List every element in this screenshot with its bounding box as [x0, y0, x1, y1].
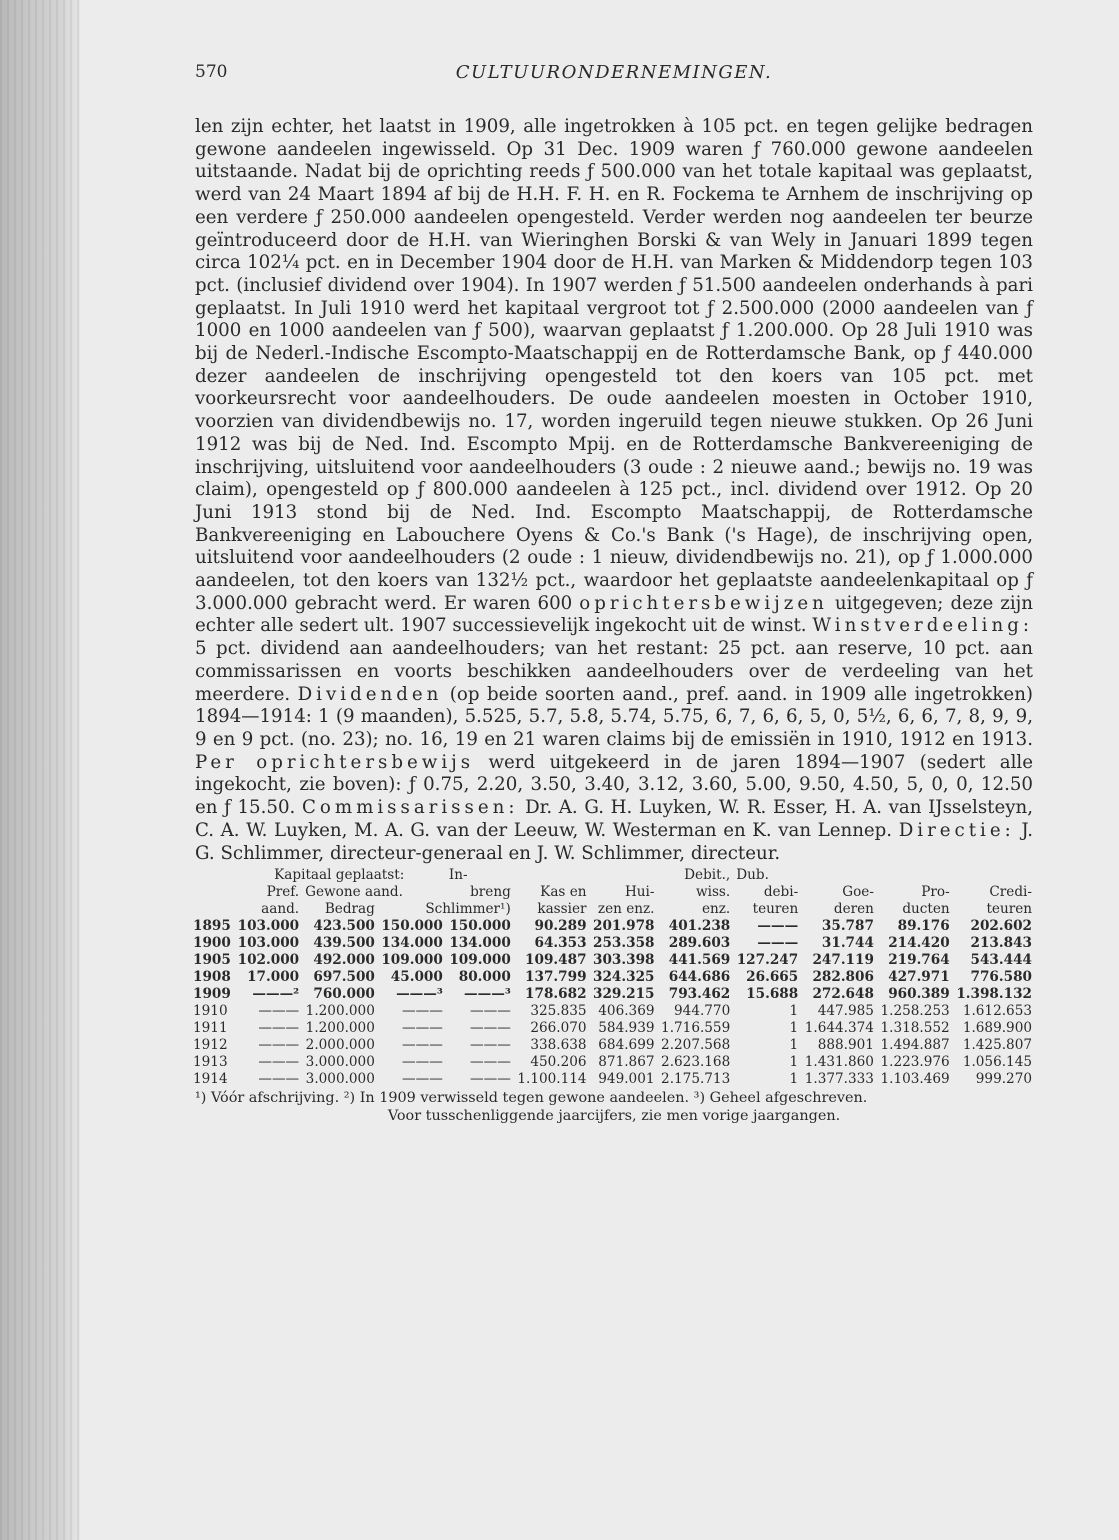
- col-header: wiss.: [695, 884, 731, 901]
- table-cell: 1.223.976: [880, 1054, 950, 1071]
- table-cell: 1.644.374: [804, 1020, 874, 1037]
- table-cell: 2.207.568: [661, 1037, 731, 1054]
- table-cell: ———: [470, 1054, 511, 1071]
- table-cell: ———: [258, 1020, 300, 1037]
- text-run: uitgegeven; deze zijn echter alle sedert ult. 1907 successievelijk ingekocht uit de winst.: [195, 592, 1033, 637]
- table-cell: 109.000: [381, 952, 443, 969]
- table-cell: 1.425.807: [962, 1037, 1032, 1054]
- page-header: [195, 62, 1033, 102]
- table-cell: 684.699: [598, 1037, 655, 1054]
- term-oprichtersbewijzen: oprichtersbewijzen: [579, 592, 828, 614]
- table-row: [190, 935, 1035, 952]
- table-row: [190, 918, 1035, 935]
- table-cell: 134.000: [381, 935, 443, 952]
- row-year: 1909: [193, 986, 231, 1003]
- table-cell: 543.444: [970, 952, 1032, 969]
- col-header: kassier: [537, 901, 587, 918]
- header-in: In-: [448, 867, 468, 884]
- table-cell: 871.867: [598, 1054, 655, 1071]
- text-run: J. G. Schlimmer, directeur-generaal en J. W. Schlimmer, directeur.: [195, 819, 1033, 864]
- table-cell: 80.000: [458, 969, 511, 986]
- table-footnotes: ¹) Vóór afschrijving. ²) In 1909 verwisseld tegen gewone aandeelen. ³) Geheel afgeschreven.: [195, 1090, 868, 1107]
- table-cell: 103.000: [237, 918, 300, 935]
- table-cell: ———²: [252, 986, 300, 1003]
- financial-table: [190, 867, 1035, 1088]
- table-cell: 793.462: [668, 986, 731, 1003]
- header-dub: Dub.: [736, 867, 769, 884]
- table-cell: 999.270: [975, 1071, 1032, 1088]
- table-cell: 202.602: [970, 918, 1032, 935]
- table-cell: 760.000: [313, 986, 375, 1003]
- table-cell: 1: [789, 1054, 799, 1071]
- table-cell: ———: [470, 1071, 511, 1088]
- table-row: [190, 1071, 1035, 1088]
- table-cell: 178.682: [525, 986, 587, 1003]
- book-page: [195, 62, 1033, 1124]
- table-row: [190, 952, 1035, 969]
- page-number: 570: [195, 62, 228, 82]
- table-cell: 64.353: [534, 935, 587, 952]
- col-header: Hui-: [624, 884, 655, 901]
- table-body: [190, 918, 1035, 1088]
- table-cell: 447.985: [817, 1003, 874, 1020]
- table-row: [190, 969, 1035, 986]
- table-cell: 888.901: [817, 1037, 874, 1054]
- table-cell: ———: [757, 935, 799, 952]
- table-cell: 406.369: [598, 1003, 655, 1020]
- table-cell: 1.200.000: [305, 1020, 375, 1037]
- closing-note: Voor tusschenliggende jaarcijfers, zie men vorige jaargangen.: [387, 1108, 841, 1125]
- table-cell: 137.799: [525, 969, 587, 986]
- table-cell: 150.000: [381, 918, 443, 935]
- table-cell: 423.500: [313, 918, 375, 935]
- col-header: aand.: [261, 901, 300, 918]
- table-cell: 1.103.469: [880, 1071, 950, 1088]
- table-row: [190, 1003, 1035, 1020]
- table-cell: 324.325: [593, 969, 655, 986]
- row-year: 1913: [193, 1054, 228, 1071]
- col-header: breng: [470, 884, 511, 901]
- table-cell: 1: [789, 1071, 799, 1088]
- table-cell: 127.247: [736, 952, 799, 969]
- table-cell: 325.835: [530, 1003, 587, 1020]
- table-cell: 109.000: [449, 952, 511, 969]
- col-header: Bedrag: [324, 901, 375, 918]
- table-cell: 697.500: [313, 969, 375, 986]
- row-year: 1914: [193, 1071, 228, 1088]
- table-cell: 219.764: [888, 952, 950, 969]
- col-header: Goe-: [842, 884, 874, 901]
- table-cell: 1.398.132: [956, 986, 1032, 1003]
- running-title: CULTUURONDERNEMINGEN.: [455, 62, 773, 83]
- table-cell: 1: [789, 1020, 799, 1037]
- table-cell: 2.175.713: [661, 1071, 731, 1088]
- table-cell: 776.580: [970, 969, 1032, 986]
- table-cell: ———: [258, 1071, 300, 1088]
- col-header: teuren: [986, 901, 1032, 918]
- col-header: ducten: [902, 901, 950, 918]
- table-cell: 492.000: [313, 952, 375, 969]
- table-cell: ———: [402, 1020, 443, 1037]
- table-cell: 102.000: [237, 952, 300, 969]
- table-cell: 944.770: [674, 1003, 731, 1020]
- term-directie: Directie:: [898, 819, 1015, 841]
- text-run: len zijn echter, het laatst in 1909, alle ingetrokken à 105 pct. en tegen gelijke bedragen gewone aandeelen ingewisseld. Op 31 Dec. 1909 waren ƒ 760.000 gewone aandeelen uitstaande. Nadat bij de oprichting reeds ƒ 500.000 van het totale kapitaal was geplaatst, werd van 24 Maart 1894 af bij de H.H. F. H. en R. Fockema te Arnhem de inschrijving op een verdere ƒ 250.000 aandeelen opengesteld. Verder werden nog aandeelen ter beurze geïntroduceerd door de H.H. van Wieringhen Borski & van Wely in Januari 1899 tegen circa 102¼ pct. en in December 1904 door de H.H. van Marken & Middendorp tegen 103 pct. (inclusief dividend over 1904). In 1907 werden ƒ 51.500 aandeelen onderhands à pari geplaatst. In Juli 1910 werd het kapitaal vergroot tot ƒ 2.500.000 (2000 aandeelen van ƒ 1000 en 1000 aandeelen van ƒ 500), waarvan geplaatst ƒ 1.200.000. Op 28 Juli 1910 was bij de Nederl.-Indische Escompto-Maatschappij en de Rotterdamsche Bank, op ƒ 440.000 dezer aandeelen de inschrijving opengesteld tot den koers van 105 pct. met voorkeursrecht voor aandeelhouders. De oude aandeelen moesten in October 1910, voorzien van dividendbewijs no. 17, worden ingeruild tegen nieuwe stukken. Op 26 Juni 1912 was bij de Ned. Ind. Escompto Mpij. en de Rotterdamsche Bankvereeniging de inschrijving, uitsluitend voor aandeelhouders (3 oude : 2 nieuwe aand.; bewijs no. 19 was claim), opengesteld op ƒ 800.000 aandeelen à 125 pct., incl. dividend over 1912. Op 20 Juni 1913 stond bij de Ned. Ind. Escompto Maatschappij, de Rotterdamsche Bankvereeniging en Labouchere Oyens & Co.'s Bank ('s Hage), de inschrijving open, uitsluitend voor aandeelhouders (2 oude : 1 nieuw, dividendbewijs no. 21), op ƒ 1.000.000 aandeelen, tot den koers van 132½ pct., waardoor het geplaatste aandeelenkapitaal op ƒ 3.000.000 gebracht werd. Er waren 600: [195, 116, 1033, 614]
- table-header-row-2: [190, 901, 1035, 918]
- table-cell: 1.494.887: [880, 1037, 950, 1054]
- table-cell: ———: [258, 1037, 300, 1054]
- table-cell: 289.603: [668, 935, 731, 952]
- table-cell: 35.787: [821, 918, 874, 935]
- term-winstverdeeling: Winstverdeeling:: [812, 615, 1033, 637]
- table-cell: ———³: [396, 986, 443, 1003]
- table-cell: ———: [402, 1054, 443, 1071]
- table-cell: 1.318.552: [880, 1020, 950, 1037]
- table-cell: 31.744: [821, 935, 874, 952]
- table-row: [190, 1054, 1035, 1071]
- table-cell: 3.000.000: [305, 1054, 375, 1071]
- table-cell: 266.070: [530, 1020, 587, 1037]
- col-header: deren: [833, 901, 874, 918]
- table-cell: 1.716.559: [661, 1020, 731, 1037]
- table-row: [190, 1020, 1035, 1037]
- col-header: enz.: [701, 901, 731, 918]
- table-group-header: [190, 867, 1035, 884]
- table-cell: 450.206: [530, 1054, 587, 1071]
- table-cell: ———³: [464, 986, 511, 1003]
- table-cell: 427.971: [888, 969, 950, 986]
- table-cell: 401.238: [668, 918, 731, 935]
- table-cell: 303.398: [593, 952, 655, 969]
- table-cell: 1.377.333: [804, 1071, 874, 1088]
- book-binding-edge: [0, 0, 80, 1540]
- term-commissarissen: Commissarissen:: [301, 797, 519, 819]
- table-cell: 2.623.168: [661, 1054, 731, 1071]
- col-header: debi-: [763, 884, 799, 901]
- table-cell: 150.000: [449, 918, 511, 935]
- table-cell: 1.200.000: [305, 1003, 375, 1020]
- table-cell: ———: [258, 1003, 300, 1020]
- col-header: Gewone aand.: [305, 884, 403, 901]
- table-cell: 17.000: [247, 969, 300, 986]
- table-cell: ———: [258, 1054, 300, 1071]
- table-cell: ———: [470, 1037, 511, 1054]
- row-year: 1895: [193, 918, 231, 935]
- table-cell: ———: [757, 918, 799, 935]
- header-debit: Debit.,: [684, 867, 731, 884]
- col-header: Credi-: [989, 884, 1032, 901]
- term-per-oprichtersbewijs: Per oprichtersbewijs: [195, 751, 475, 773]
- table-cell: ———: [402, 1003, 443, 1020]
- body-text: [195, 116, 1033, 865]
- text-run: (op beide soorten aand., pref. aand. in 1909 alle ingetrokken) 1894—1914: 1 (9 maanden), 5.525, 5.7, 5.8, 5.74, 5.75, 6, 7, 6, 6, 5, 0, 5½, 6, 6, 7, 8, 9, 9, 9 en 9 pct. (no. 23); no. 16, 19 en 21 waren claims bij de emissiën in 1910, 1912 en 1913.: [195, 683, 1033, 750]
- col-header: Kas en: [540, 884, 587, 901]
- table-cell: ———: [470, 1020, 511, 1037]
- table-cell: 584.939: [598, 1020, 655, 1037]
- table-cell: 134.000: [449, 935, 511, 952]
- table-cell: 441.569: [668, 952, 731, 969]
- table-cell: 201.978: [593, 918, 655, 935]
- table-cell: 1.056.145: [962, 1054, 1032, 1071]
- table-cell: 90.289: [534, 918, 587, 935]
- header-kapitaal-geplaatst: Kapitaal geplaatst:: [274, 867, 405, 884]
- table-cell: 1.258.253: [880, 1003, 950, 1020]
- text-run: Dr. A. G. H. Luyken, W. R. Esser, H. A. van IJsselsteyn, C. A. W. Luyken, M. A. G. van der Leeuw, W. Westerman en K. van Lennep.: [195, 797, 1033, 841]
- table-cell: 214.420: [888, 935, 950, 952]
- table-cell: 2.000.000: [305, 1037, 375, 1054]
- table-cell: 213.843: [970, 935, 1032, 952]
- row-year: 1905: [193, 952, 231, 969]
- table-cell: 439.500: [313, 935, 375, 952]
- table-row: [190, 986, 1035, 1003]
- col-header: [190, 884, 234, 901]
- table-cell: 1.612.653: [962, 1003, 1032, 1020]
- row-year: 1912: [193, 1037, 228, 1054]
- table-cell: ———: [402, 1037, 443, 1054]
- table-cell: 3.000.000: [305, 1071, 375, 1088]
- table-cell: 253.358: [593, 935, 655, 952]
- table-cell: 644.686: [668, 969, 731, 986]
- text-run: 5 pct. dividend aan aandeelhouders; van het restant: 25 pct. aan reserve, 10 pct. aan commissarissen en voorts beschikken aandeelhouders over de verdeeling van het meerdere.: [195, 638, 1033, 705]
- text-run: werd uitgekeerd in de jaren 1894—1907 (sedert alle ingekocht, zie boven): ƒ 0.75, 2.20, 3.50, 3.40, 3.12, 3.60, 5.00, 9.50, 4.50, 5, 0, 0, 12.50 en ƒ 15.50.: [195, 751, 1033, 819]
- table-header-row-1: [190, 884, 1035, 901]
- table-cell: 1: [789, 1003, 799, 1020]
- table-cell: 1.431.860: [804, 1054, 874, 1071]
- table-cell: 338.638: [530, 1037, 587, 1054]
- table-cell: 247.119: [812, 952, 874, 969]
- table-cell: 960.389: [888, 986, 950, 1003]
- main-paragraph: [195, 116, 1033, 865]
- table-cell: 329.215: [593, 986, 655, 1003]
- table-cell: 26.665: [746, 969, 799, 986]
- table-cell: 1: [789, 1037, 799, 1054]
- term-dividenden: Dividenden: [297, 683, 443, 705]
- col-header: Pref.: [266, 884, 300, 901]
- table-cell: ———: [402, 1071, 443, 1088]
- col-header: teuren: [752, 901, 799, 918]
- table-cell: ———: [470, 1003, 511, 1020]
- table-cell: 89.176: [897, 918, 950, 935]
- col-header: Pro-: [921, 884, 950, 901]
- row-year: 1910: [193, 1003, 228, 1020]
- table-cell: 103.000: [237, 935, 300, 952]
- col-header: zen enz.: [597, 901, 655, 918]
- table-row: [190, 1037, 1035, 1054]
- table-cell: 45.000: [390, 969, 443, 986]
- col-header: Schlimmer¹): [425, 901, 511, 918]
- table-cell: 949.001: [598, 1071, 655, 1088]
- table-cell: 272.648: [812, 986, 874, 1003]
- row-year: 1908: [193, 969, 231, 986]
- table-cell: 15.688: [746, 986, 799, 1003]
- table-cell: 282.806: [812, 969, 874, 986]
- col-header: [190, 901, 234, 918]
- row-year: 1911: [193, 1020, 228, 1037]
- row-year: 1900: [193, 935, 231, 952]
- table-cell: 1.100.114: [517, 1071, 587, 1088]
- table-cell: 109.487: [525, 952, 587, 969]
- table-cell: 1.689.900: [962, 1020, 1032, 1037]
